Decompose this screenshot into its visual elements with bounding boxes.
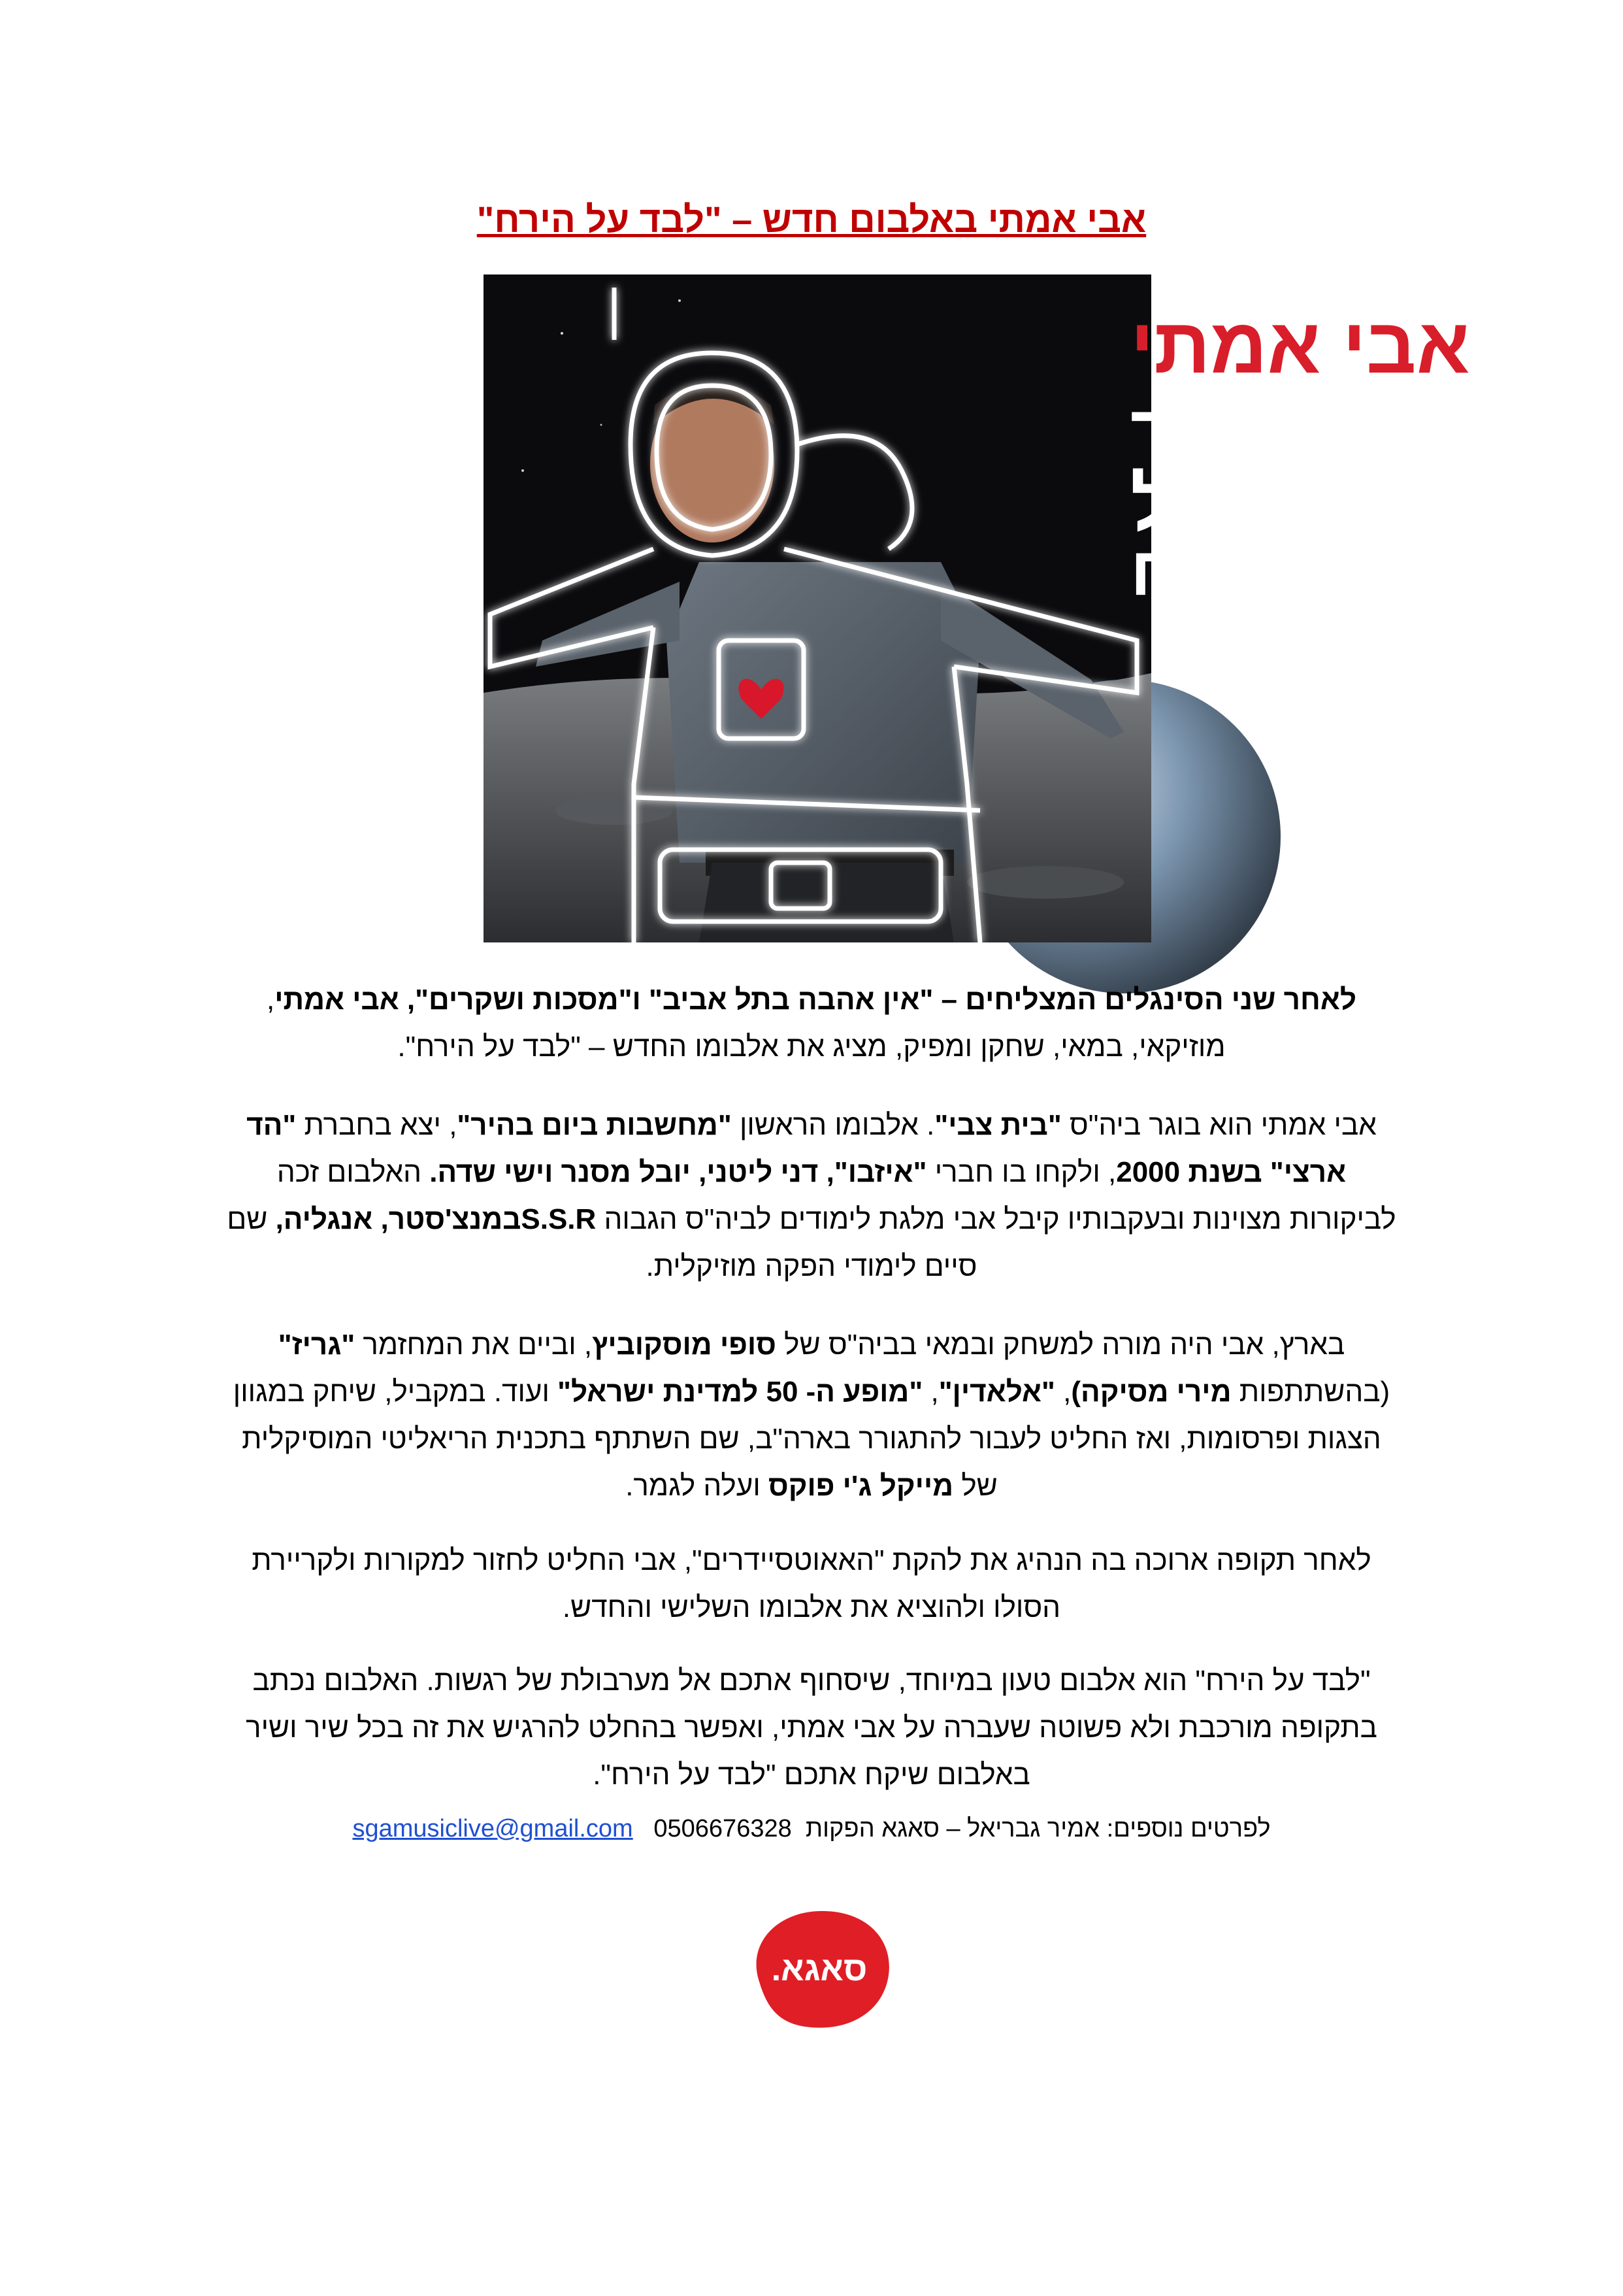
paragraph-album: "לבד על הירח" הוא אלבום טעון במיוחד, שיסחוף אתכם אל מערבולת של רגשות. האלבום נכתב בתקופה מורכבת ולא פשוטה שעברה על אבי אמתי, ואפשר בהחלט להרגיש את זה בכל שיר ושיר באלבום שיקח אתכם "לבד על הירח".	[246, 1665, 1377, 1791]
bio-text: האלבום זכה לביקורות מצוינות ובעקבותיו קיבל אבי מלגת לימודים לביה"ס הגבוה	[276, 1156, 1396, 1235]
cover-album-title-line3: הירח	[1130, 533, 1283, 610]
cover-album-title-line2: על	[1130, 462, 1220, 546]
contact-prefix: לפרטים נוספים: אמיר גבריאל – סאגא הפקות	[805, 1815, 1271, 1842]
contact-line	[222, 1809, 1401, 1848]
cover-album-title-line1: לבד	[1130, 390, 1264, 474]
saga-logo	[740, 1903, 896, 2034]
career-bold-school: סופי מוסקוביץ	[592, 1329, 776, 1361]
bio-bold-ssr: S.S.R	[521, 1203, 597, 1235]
bio-bold-first-album: "מחשבות ביום בהיר"	[457, 1109, 732, 1141]
bio-bold-manchester: במנצ'סטר, אנגליה,	[275, 1203, 521, 1235]
career-text: , וביים את המחזמר	[355, 1329, 593, 1361]
bio-bold-school: "בית צבי"	[934, 1109, 1062, 1141]
career-text: (בהשתתפות	[1231, 1376, 1390, 1408]
career-text: ,	[923, 1376, 939, 1408]
bio-bold-label: "הד ארצי" בשנת 2000	[246, 1109, 1347, 1188]
career-bold-miri: מירי מסיקה)	[1071, 1376, 1232, 1408]
album-cover-art	[484, 275, 1470, 942]
contact-phone: 0506676328	[653, 1815, 792, 1842]
bio-text: , יצא בחברת	[296, 1109, 457, 1141]
intro-text: , מוזיקאי, במאי, שחקן ומפיק, מציג את אלבומו החדש – "לבד על הירח".	[266, 984, 1226, 1063]
paragraph-solo: לאחר תקופה ארוכה בה הנהיג את להקת "האאוטסיידרים", אבי החליט לחזור למקורות ולקריירת הסולו ולהוציא את אלבומו השלישי והחדש.	[252, 1544, 1371, 1623]
career-text: ועוד. במקביל, שיחק במגוון הצגות ופרסומות, ואז החליט לעבור להתגורר בארה"ב, שם השתתף בתכנית הריאליטי המוסיקלית של	[233, 1376, 1381, 1502]
career-bold-michael: מייקל ג'י פוקס	[768, 1470, 954, 1502]
saga-logo-icon	[740, 1903, 896, 2034]
bio-text: שם סיים לימודי הפקה מוזיקלית.	[227, 1203, 977, 1282]
career-text: ,	[1055, 1376, 1072, 1408]
career-bold-show: "מופע ה- 50 למדינת ישראל"	[557, 1376, 923, 1408]
career-text: בארץ, אבי היה מורה למשחק ובמאי בביה"ס של	[776, 1329, 1345, 1361]
cover-artist-name: אבי אמתי	[1130, 302, 1470, 390]
career-bold-grease: "גריז"	[278, 1329, 355, 1361]
bio-bold-musicians: "איזבו", דני ליטני, יובל מסנר וישי שדה.	[429, 1156, 927, 1188]
intro-bold-text: לאחר שני הסינגלים המצליחים – "אין אהבה בתל אביב" ו"מסכות ושקרים", אבי אמתי	[274, 984, 1357, 1016]
paragraph-career	[222, 1322, 1401, 1510]
saga-logo-text: סאגא.	[771, 1950, 868, 1988]
bio-text: אבי אמתי הוא בוגר ביה"ס	[1061, 1109, 1377, 1141]
page-title: אבי אמתי באלבום חדש – "לבד על הירח"	[476, 199, 1147, 240]
career-bold-aladdin: "אלאדין"	[938, 1376, 1055, 1408]
paragraph-intro	[222, 976, 1401, 1071]
bio-text: , ולקחו בו חברי	[926, 1156, 1117, 1188]
bio-text: . אלבומו הראשון	[731, 1109, 935, 1141]
paragraph-bio	[222, 1102, 1401, 1290]
album-cover	[484, 275, 1470, 942]
contact-email-link[interactable]: sgamusiclive@gmail.com	[352, 1815, 633, 1842]
career-text: ועלה לגמר.	[625, 1470, 768, 1502]
